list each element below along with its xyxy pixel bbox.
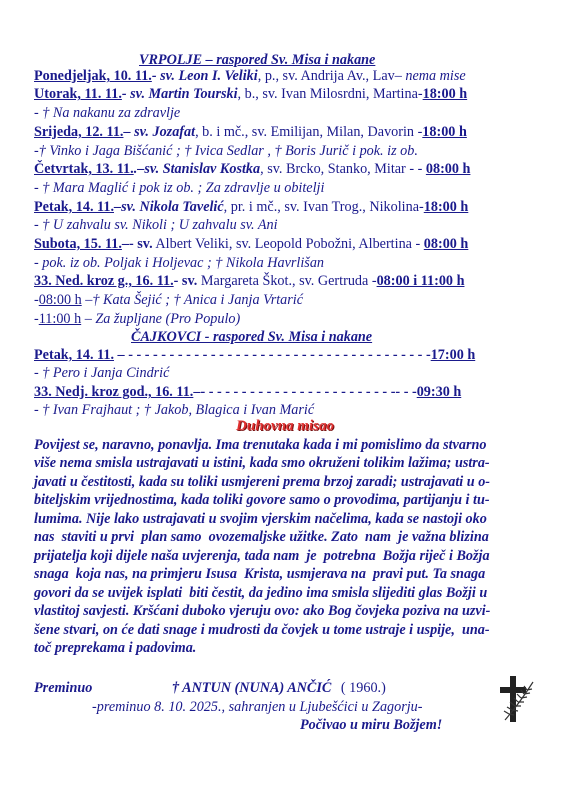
row-day: 33. Ned. kroz g., 16. 11.: [34, 273, 174, 289]
row-note: - pok. iz ob. Poljak i Holjevac ; † Nikola Havrlišan: [34, 255, 325, 271]
schedule-row: [34, 68, 466, 84]
row-saint: –- sv.: [121, 236, 153, 252]
row-day: Petak, 14. 11.: [34, 199, 114, 215]
row-time: 11:00 h: [38, 311, 82, 327]
spiritual-thought-text: Povijest se, naravno, ponavlja. Ima trenutaka kada i mi pomislimo da stvarno više nema smisla ustrajavati u istini, kada smo okruženi tolikim lažima; ustra- javati u čestitosti, kada su toliki usmjereni prema brzoj zaradi; ustrajavati u o- biteljskim vrijednostima, kada toliki govore samo o provodima, partijanju i tu- lumima. Nije lako ustrajavati u svojim vjerskim načelima, kada se nastoji oko nas staviti u prvi plan samo ovozemaljske užitke. Zato nam je važna blizina prijatelja koji dijele naša uvjerenja, tada nam je potrebna Božja riječ i Božja snaga koja nas, na primjeru Isusa Krista, usmjerava na pravi put. Ta snaga govori da se uvijek isplati biti čestit, da jedino ima smisla slijediti glas Božji u vlastitoj savjesti. Kršćani duboko vjeruju ovo: ako Bog čovjeka poziva na uzvi- šene stvari, on će dati snage i mudrosti da čovjek u tome ustraje i uspije, una- toč preprekama i padovima.: [34, 437, 491, 656]
row-day: Petak, 14. 11.: [34, 347, 114, 363]
row-day: Utorak, 11. 11.: [34, 86, 122, 102]
row-time: 18:00 h: [422, 86, 468, 102]
schedule-row: [34, 347, 475, 363]
rest-in-peace: Počivao u miru Božjem!: [300, 717, 443, 733]
row-saints: , b., sv. Ivan Milosrdni, Martina-: [237, 86, 423, 102]
row-saints: Albert Veliki, sv. Leopold Pobožni, Albertina -: [152, 236, 424, 252]
row-time: 08:00 i 11:00 h: [376, 273, 465, 289]
row-time: 08:00 h: [38, 292, 82, 308]
row-time: 09:30 h: [416, 384, 462, 400]
cajkovci-title: ČAJKOVCI - raspored Sv. Misa i nakane: [131, 329, 373, 345]
spiritual-thought-title: Duhovna misao: [236, 418, 334, 434]
row-time: 08:00 h: [425, 161, 471, 177]
row-note: –† Kata Šejić ; † Anica i Janja Vrtarić: [81, 292, 304, 308]
row-note: - † Pero i Janja Cindrić: [34, 365, 170, 381]
row-saints: Margareta Škot., sv. Gertruda -: [197, 273, 377, 289]
row-saints: , p., sv. Andrija Av., Lav–: [257, 68, 406, 84]
deceased-label: Preminuo: [34, 680, 93, 696]
row-time: 18:00 h: [423, 199, 469, 215]
row-day: Četvrtak, 13. 11.: [34, 161, 134, 177]
row-day: Ponedjeljak, 10. 11.: [34, 68, 152, 84]
row-saint: –sv. Nikola Tavelić: [114, 199, 224, 215]
row-saints: , b. i mč., sv. Emilijan, Milan, Davorin -: [195, 124, 423, 140]
row-saint: - sv.: [173, 273, 198, 289]
schedule-row: [34, 273, 464, 289]
row-time: 18:00 h: [422, 124, 467, 140]
schedule-row: -08:00 h –† Kata Šejić ; † Anica i Janja Vrtarić: [34, 292, 304, 308]
row-note: - † Ivan Frajhaut ; † Jakob, Blagica i Ivan Marić: [34, 402, 315, 418]
row-time: 17:00 h: [430, 347, 476, 363]
deceased-year: ( 1960.): [340, 680, 386, 696]
row-day: 33. Nedj. kroz god., 16. 11.: [34, 384, 194, 400]
vrpolje-title: VRPOLJE – raspored Sv. Misa i nakane: [139, 52, 376, 68]
row-status: nema mise: [405, 68, 466, 84]
row-day: Srijeda, 12. 11.: [34, 124, 124, 140]
schedule-row: [34, 124, 467, 140]
cross-with-palm-icon: [497, 674, 537, 724]
row-day: Subota, 15. 11.: [34, 236, 122, 252]
row-saint: - sv. Leon I. Veliki: [151, 68, 258, 84]
schedule-row: -11:00 h – Za župljane (Pro Populo): [34, 311, 241, 327]
row-saint: - sv. Martin Tourski: [121, 86, 238, 102]
row-time: 08:00 h: [423, 236, 469, 252]
row-note: - † Mara Maglić i pok iz ob. ; Za zdravlje u obitelji: [34, 180, 325, 196]
row-saints: , sv. Brcko, Stanko, Mitar - -: [260, 161, 426, 177]
row-note: – Za župljane (Pro Populo): [81, 311, 241, 327]
row-note: -† Vinko i Jaga Bišćanić ; † Ivica Sedlar , † Boris Jurič i pok. iz ob.: [34, 143, 418, 159]
schedule-row: [34, 86, 467, 102]
schedule-row: [34, 161, 470, 177]
deceased-name-text: † ANTUN (NUNA) ANČIĆ: [172, 680, 332, 696]
row-dashes: – - - - - - - - - - - - - - - - - - - - - - - - - - - - - - - - - - - - - -: [114, 347, 431, 363]
row-saints: , pr. i mč., sv. Ivan Trog., Nikolina-: [223, 199, 424, 215]
schedule-row: [34, 384, 461, 400]
burial-info: -preminuo 8. 10. 2025., sahranjen u Ljubešćici u Zagorju-: [92, 699, 423, 715]
row-note: - † Na nakanu za zdravlje: [34, 105, 181, 121]
row-saint: .–sv. Stanislav Kostka: [133, 161, 261, 177]
row-saint: – sv. Jozafat: [123, 124, 196, 140]
schedule-row: [34, 199, 468, 215]
deceased-name: [172, 680, 386, 696]
schedule-row: [34, 236, 468, 252]
row-dashes: –- - - - - - - - - - - - - - - - - - - - - - - -- - -: [193, 384, 417, 400]
row-note: - † U zahvalu sv. Nikoli ; U zahvalu sv. Ani: [34, 217, 278, 233]
